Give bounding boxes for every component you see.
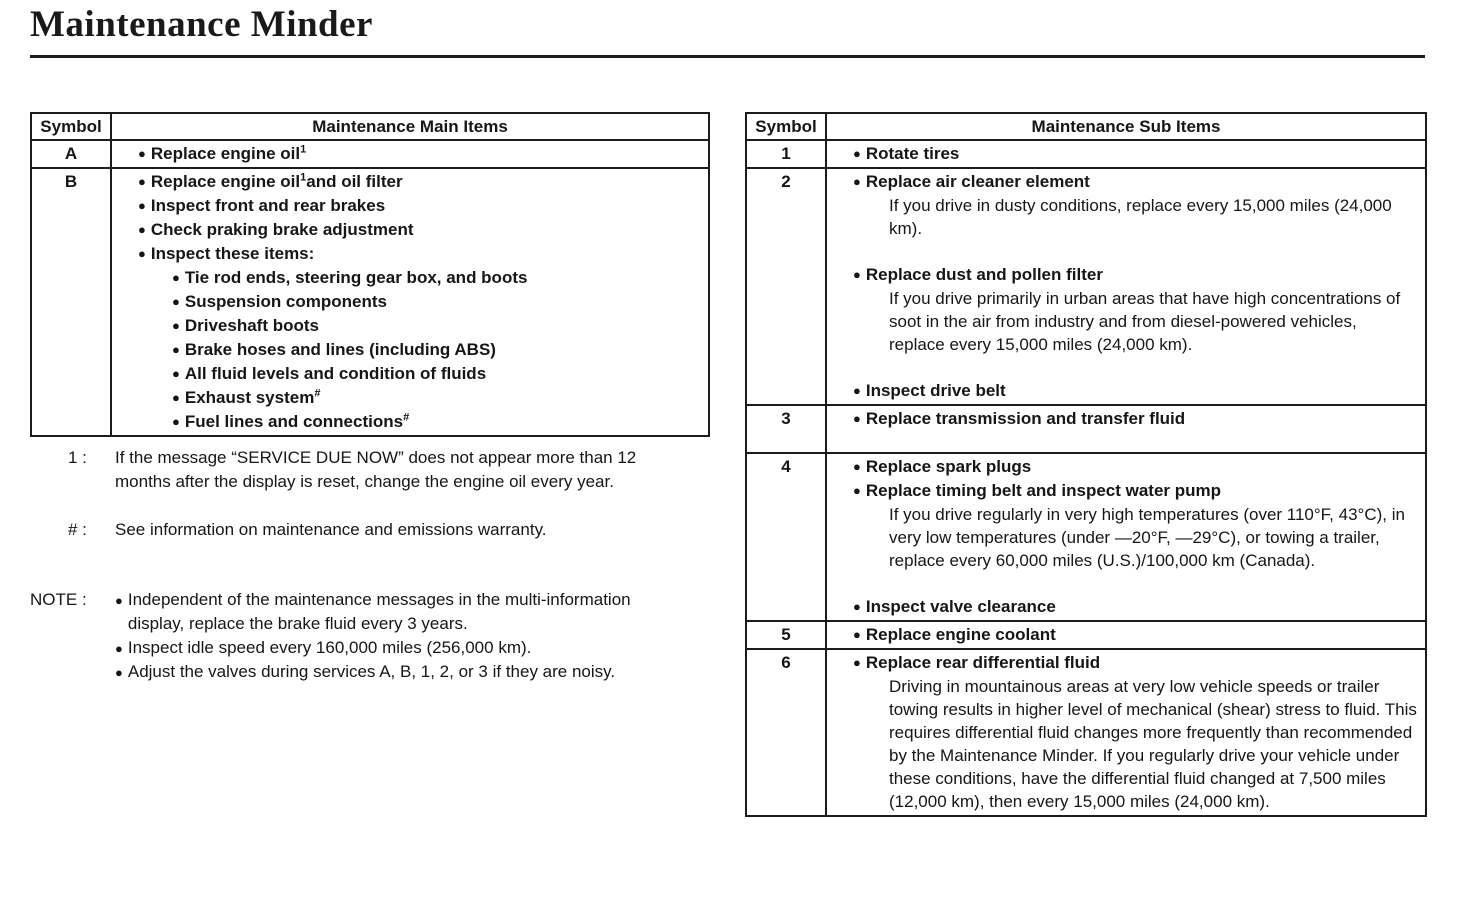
footnote-hash-marker: # :: [68, 520, 87, 539]
footnote-1-text: If the message “SERVICE DUE NOW” does not appear more than 12 months after the display is reset, change the engine oil every year.: [115, 448, 637, 491]
row-4-items: [827, 454, 1425, 620]
symbol-1: 1: [747, 141, 827, 167]
bullet-icon: ●: [138, 174, 146, 189]
main-item-text: Inspect front and rear brakes: [150, 196, 386, 215]
symbol-3: 3: [747, 406, 827, 452]
main-sub-item: [138, 314, 700, 338]
sub-item-title: [853, 479, 1417, 503]
note-item-text: Inspect idle speed every 160,000 miles (256,000 km).: [127, 638, 532, 657]
sub-item-title: [853, 263, 1417, 287]
bullet-icon: ●: [138, 222, 146, 237]
sub-item-title-text: Inspect valve clearance: [865, 597, 1056, 616]
note-item: [115, 660, 683, 684]
main-sub-item: [138, 338, 700, 362]
footnote-ref-hash: #: [403, 411, 410, 424]
bullet-icon: ●: [115, 665, 123, 680]
note-block: [30, 588, 683, 684]
bullet-icon: ●: [172, 414, 180, 429]
note-item-text: Adjust the valves during services A, B, 1, 2, or 3 if they are noisy.: [127, 662, 616, 681]
sub-table-row-4: [747, 452, 1425, 620]
main-item-text: and oil filter: [306, 172, 403, 191]
sub-item-title: [853, 595, 1417, 619]
sub-table-row-3: [747, 404, 1425, 452]
row-3-items: [827, 406, 1425, 452]
symbol-6: 6: [747, 650, 827, 815]
sub-item-title-text: Replace air cleaner element: [865, 172, 1090, 191]
sub-table-header-row: [747, 114, 1425, 139]
title-underline-rule: [30, 55, 1425, 58]
bullet-icon: ●: [853, 483, 861, 498]
footnote-hash: [68, 518, 673, 542]
row-5-items: [827, 622, 1425, 648]
main-sub-item-text: All fluid levels and condition of fluids: [184, 364, 487, 383]
sub-item-title-text: Replace timing belt and inspect water pump: [865, 481, 1222, 500]
main-item: [138, 242, 700, 266]
sub-item-group: [853, 379, 1417, 403]
main-item-text: Inspect these items:: [150, 244, 315, 263]
bullet-icon: ●: [172, 390, 180, 405]
bullet-icon: ●: [853, 267, 861, 282]
main-sub-item-text: Suspension components: [184, 292, 387, 311]
bullet-icon: ●: [853, 599, 861, 614]
sub-item-group: [853, 595, 1417, 619]
sub-item-group: [853, 142, 1417, 166]
sub-item-detail: If you drive primarily in urban areas that have high concentrations of soot in the air from industry and from diesel-powered vehicles, replace every 15,000 miles (24,000 km).: [889, 289, 1401, 354]
main-item: [138, 170, 700, 194]
bullet-icon: ●: [172, 294, 180, 309]
main-sub-item-text: Tie rod ends, steering gear box, and boots: [184, 268, 528, 287]
sub-item-title-text: Replace dust and pollen filter: [865, 265, 1103, 284]
sub-item-group: [853, 170, 1417, 240]
sub-item-group: [853, 407, 1417, 431]
row-2-items: [827, 169, 1425, 404]
main-table-header-row: [32, 114, 708, 139]
sub-table-row-5: [747, 620, 1425, 648]
sub-item-group: [853, 455, 1417, 479]
sub-item-title-text: Replace engine coolant: [865, 625, 1056, 644]
sub-item-title-text: Replace rear differential fluid: [865, 653, 1101, 672]
sub-table-items-header: Maintenance Sub Items: [1031, 117, 1221, 136]
note-label: NOTE :: [30, 590, 87, 609]
sub-item-group: [853, 479, 1417, 572]
sub-item-title: [853, 407, 1417, 431]
maintenance-sub-items-table: [745, 112, 1427, 817]
symbol-b: B: [32, 169, 112, 435]
main-sub-item: [138, 362, 700, 386]
sub-table-row-2: [747, 167, 1425, 404]
note-item-text: Independent of the maintenance messages in the multi-information display, replace the brake fluid every 3 years.: [127, 590, 631, 633]
main-item-text: Replace engine oil: [150, 144, 301, 163]
row-6-items: [827, 650, 1425, 815]
footnote-ref-1: 1: [300, 171, 307, 184]
bullet-icon: ●: [172, 366, 180, 381]
bullet-icon: ●: [853, 146, 861, 161]
sub-item-title: [853, 379, 1417, 403]
bullet-icon: ●: [172, 318, 180, 333]
bullet-icon: ●: [853, 383, 861, 398]
main-sub-item: [138, 290, 700, 314]
bullet-icon: ●: [115, 593, 123, 608]
sub-item-group: [853, 623, 1417, 647]
sub-table-row-6: [747, 648, 1425, 815]
footnote-ref-hash: #: [314, 387, 321, 400]
row-1-items: [827, 141, 1425, 167]
footnote-hash-text: See information on maintenance and emissions warranty.: [115, 520, 547, 539]
sub-item-detail: If you drive regularly in very high temperatures (over 110°F, 43°C), in very low temperatures (under —20°F, —29°C), or towing a trailer, replace every 60,000 miles (U.S.)/100,000 km (Canada).: [889, 505, 1405, 570]
main-item: [138, 194, 700, 218]
note-item: [115, 636, 683, 660]
bullet-icon: ●: [172, 270, 180, 285]
sub-item-title-text: Inspect drive belt: [865, 381, 1006, 400]
sub-table-symbol-header: Symbol: [747, 114, 827, 139]
sub-table-row-1: [747, 139, 1425, 167]
main-sub-item: [138, 410, 700, 434]
sub-item-title: [853, 623, 1417, 647]
main-sub-item-text: Brake hoses and lines (including ABS): [184, 340, 496, 359]
bullet-icon: ●: [115, 641, 123, 656]
main-sub-item-text: Fuel lines and connections: [184, 412, 404, 431]
footnote-1: [68, 446, 673, 494]
footnote-ref-1: 1: [300, 143, 307, 156]
page-title: Maintenance Minder: [30, 4, 373, 45]
main-item: [138, 218, 700, 242]
bullet-icon: ●: [138, 246, 146, 261]
bullet-icon: ●: [853, 459, 861, 474]
sub-item-title-text: Replace spark plugs: [865, 457, 1032, 476]
bullet-icon: ●: [853, 655, 861, 670]
row-b-items: [112, 169, 708, 435]
main-table-symbol-header: Symbol: [32, 114, 112, 139]
bullet-icon: ●: [138, 198, 146, 213]
sub-item-title-text: Replace transmission and transfer fluid: [865, 409, 1186, 428]
main-table-items-header: Maintenance Main Items: [312, 117, 508, 136]
main-sub-item-text: Driveshaft boots: [184, 316, 319, 335]
main-sub-item-text: Exhaust system: [184, 388, 315, 407]
sub-item-detail: If you drive in dusty conditions, replace every 15,000 miles (24,000 km).: [889, 196, 1392, 238]
main-item: [138, 142, 700, 166]
sub-item-title-text: Rotate tires: [865, 144, 960, 163]
sub-item-group: [853, 651, 1417, 813]
symbol-a: A: [32, 141, 112, 167]
bullet-icon: ●: [138, 146, 146, 161]
symbol-5: 5: [747, 622, 827, 648]
sub-item-title: [853, 455, 1417, 479]
footnote-1-marker: 1 :: [68, 448, 87, 467]
symbol-4: 4: [747, 454, 827, 620]
sub-item-detail: Driving in mountainous areas at very low vehicle speeds or trailer towing results in higher level of mechanical (shear) stress to fluid. This requires differential fluid changes more frequently than recommended by the Maintenance Minder. If you regularly drive your vehicle under these conditions, have the differential fluid changed at 7,500 miles (12,000 km), then every 15,000 miles (24,000 km).: [889, 677, 1417, 811]
main-item-text: Check praking brake adjustment: [150, 220, 414, 239]
main-table-row-a: [32, 139, 708, 167]
note-bullets: [115, 588, 683, 684]
note-item: [115, 588, 683, 636]
symbol-2: 2: [747, 169, 827, 404]
main-item-text: Replace engine oil: [150, 172, 301, 191]
sub-item-title: [853, 170, 1417, 194]
bullet-icon: ●: [853, 411, 861, 426]
main-sub-item: [138, 386, 700, 410]
sub-item-title: [853, 142, 1417, 166]
bullet-icon: ●: [172, 342, 180, 357]
main-table-row-b: [32, 167, 708, 435]
main-sub-item: [138, 266, 700, 290]
bullet-icon: ●: [853, 627, 861, 642]
maintenance-main-items-table: [30, 112, 710, 437]
bullet-icon: ●: [853, 174, 861, 189]
sub-item-group: [853, 263, 1417, 356]
row-a-items: [112, 141, 708, 167]
sub-item-title: [853, 651, 1417, 675]
